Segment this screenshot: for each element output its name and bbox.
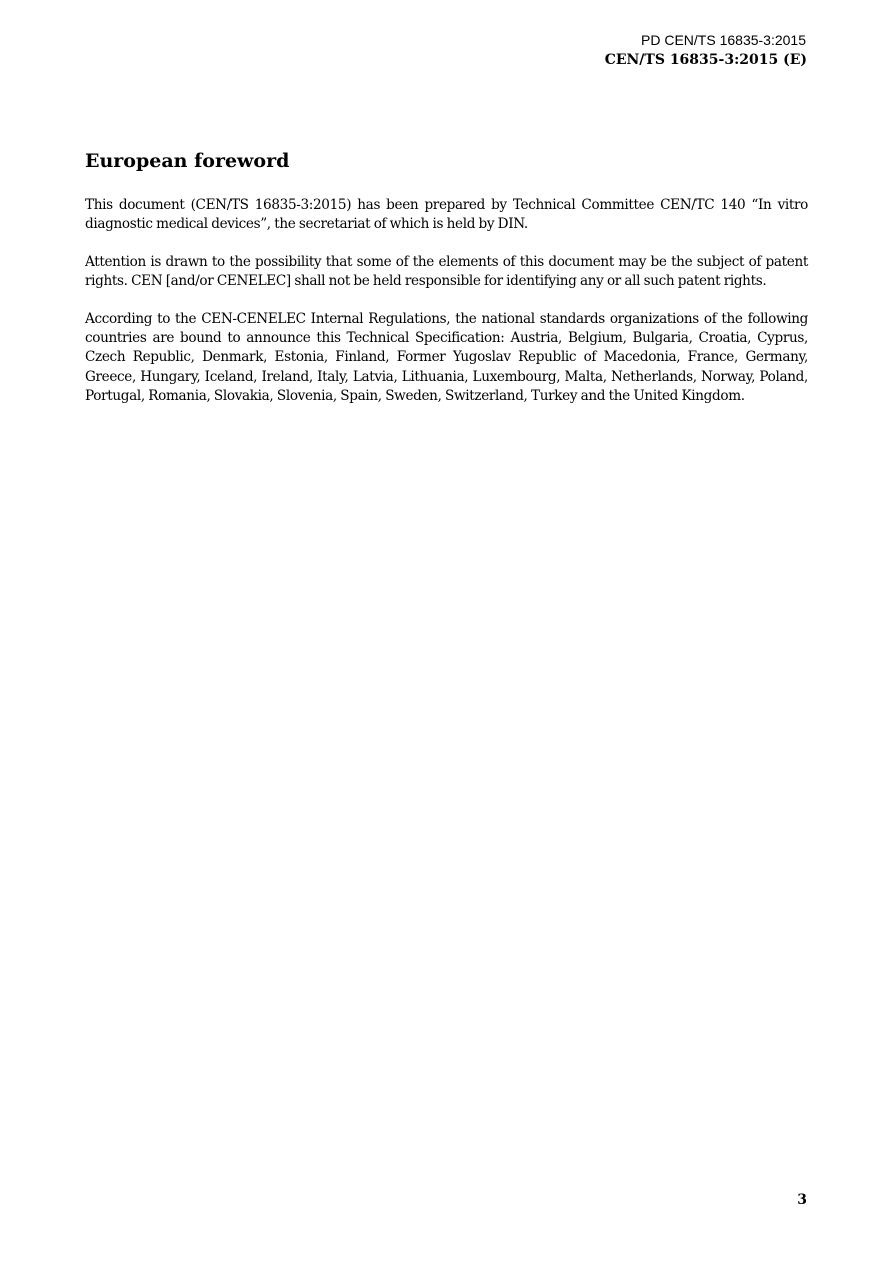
paragraph-patent-rights: Attention is drawn to the possibility that some of the elements of this document may be the subject of patent rights. CEN [and/or CENELEC] shall not be held responsible for identifying any or all such patent rights. <box>85 253 808 290</box>
page-number: 3 <box>797 1192 807 1208</box>
section-title: European foreword <box>85 150 290 172</box>
foreword-body <box>85 196 808 425</box>
document-reference: PD CEN/TS 16835-3:2015 <box>641 32 806 48</box>
document-identifier: CEN/TS 16835-3:2015 (E) <box>604 52 807 68</box>
paragraph-national-standards: According to the CEN-CENELEC Internal Regulations, the national standards organizations of the following countries are bound to announce this Technical Specification: Austria, Belgium, Bulgaria, Croatia, Cyprus, Czech Republic, Denmark, Estonia, Finland, Former Yugoslav Republic of Macedonia, France, Germany, Greece, Hungary, Iceland, Ireland, Italy, Latvia, Lithuania, Luxembourg, Malta, Netherlands, Norway, Poland, Portugal, Romania, Slovakia, Slovenia, Spain, Sweden, Switzerland, Turkey and the United Kingdom. <box>85 310 808 405</box>
paragraph-preparation: This document (CEN/TS 16835-3:2015) has been prepared by Technical Committee CEN/TC 140 “In vitro diagnostic medical devices”, the secretariat of which is held by DIN. <box>85 197 808 233</box>
